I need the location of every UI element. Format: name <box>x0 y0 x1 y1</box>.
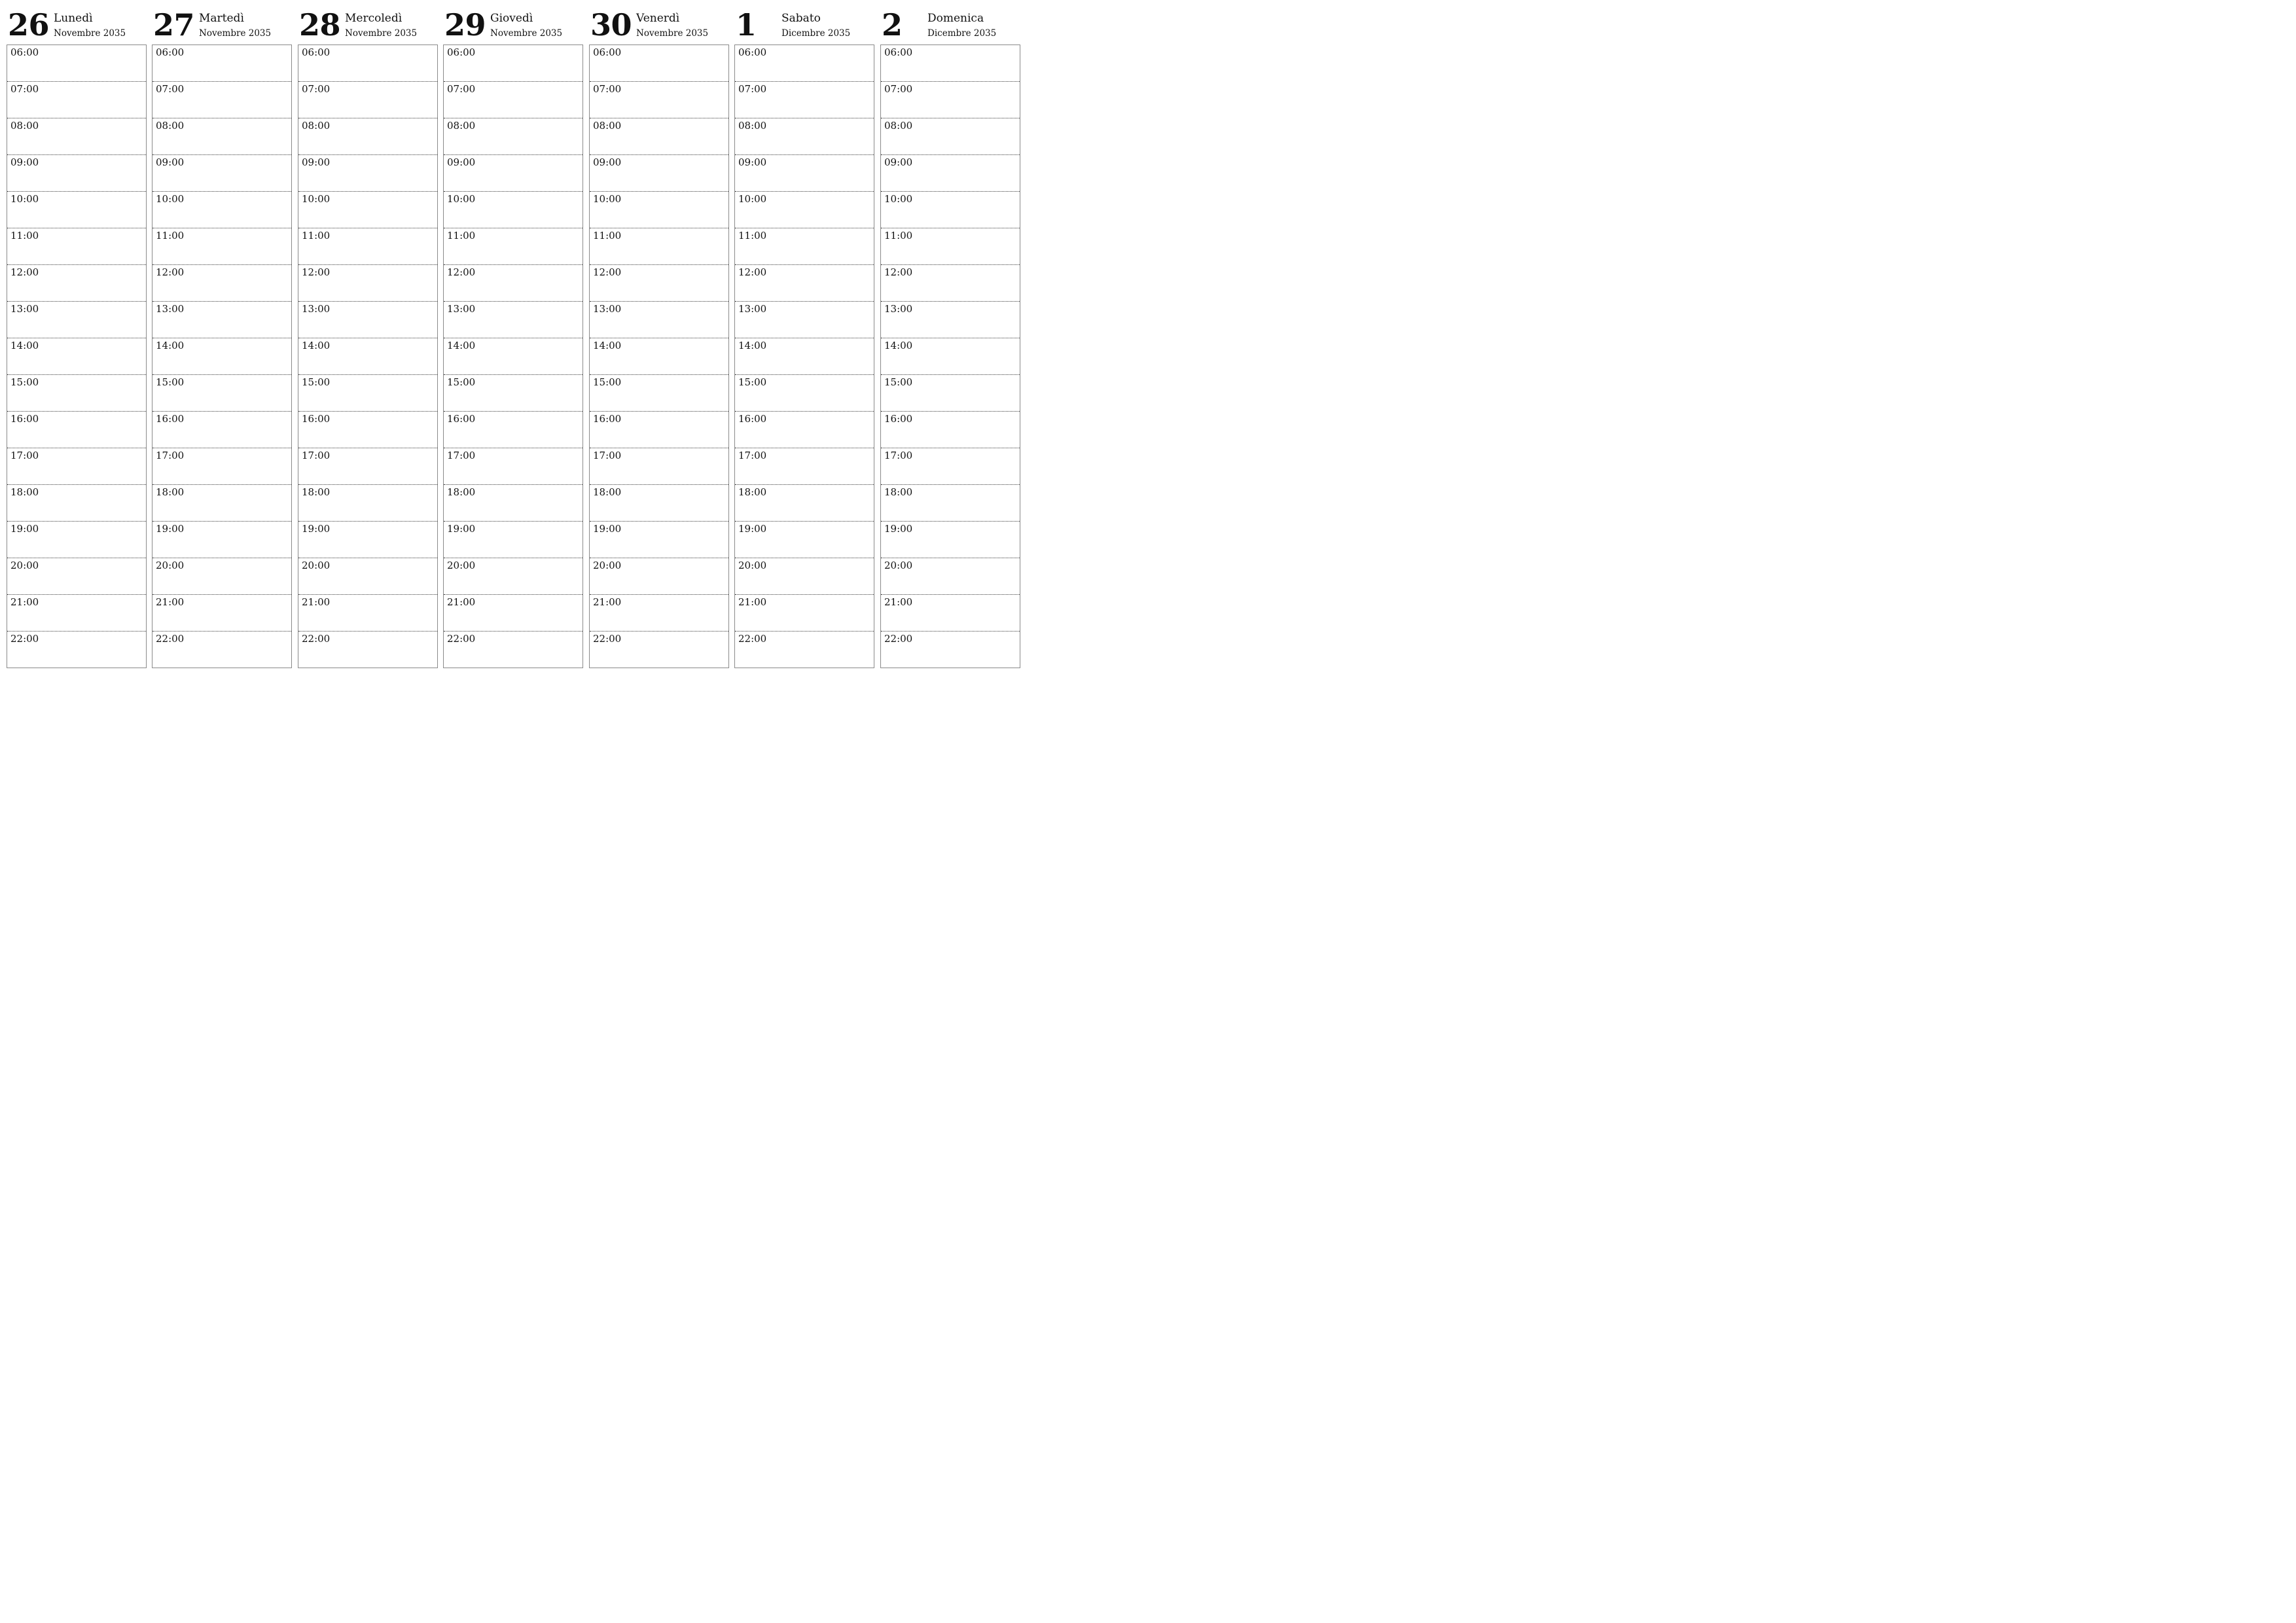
hour-label: 09:00 <box>738 156 767 168</box>
hour-label: 10:00 <box>593 193 622 205</box>
hour-slot <box>152 558 291 595</box>
hour-label: 07:00 <box>884 83 913 95</box>
hour-slot <box>735 448 874 485</box>
hour-label: 19:00 <box>302 523 331 535</box>
hour-label: 07:00 <box>593 83 622 95</box>
hour-slot <box>7 412 146 448</box>
hour-slot <box>152 412 291 448</box>
hour-slot <box>735 485 874 522</box>
hour-slot <box>590 228 728 265</box>
hour-slot <box>152 448 291 485</box>
day-number: 29 <box>444 7 486 43</box>
hour-slot <box>7 45 146 82</box>
hour-slot <box>735 302 874 338</box>
weekday-label: Martedì <box>199 12 244 25</box>
hour-label: 22:00 <box>156 633 185 645</box>
day-schedule <box>298 45 438 668</box>
hour-slot <box>444 375 583 412</box>
hour-label: 06:00 <box>738 46 767 58</box>
hour-slot <box>7 485 146 522</box>
hour-label: 08:00 <box>10 120 39 132</box>
hour-label: 20:00 <box>884 560 913 571</box>
hour-label: 17:00 <box>738 450 767 461</box>
hour-slot <box>590 302 728 338</box>
hour-slot <box>590 632 728 668</box>
hour-label: 12:00 <box>302 266 331 278</box>
hour-slot <box>444 595 583 632</box>
hour-label: 16:00 <box>738 413 767 425</box>
hour-label: 19:00 <box>10 523 39 535</box>
day-number: 28 <box>299 7 341 43</box>
hour-label: 07:00 <box>302 83 331 95</box>
hour-label: 18:00 <box>593 486 622 498</box>
hour-label: 13:00 <box>593 303 622 315</box>
hour-slot <box>7 192 146 228</box>
hour-label: 21:00 <box>156 596 185 608</box>
day-schedule <box>152 45 292 668</box>
hour-label: 14:00 <box>884 340 913 351</box>
hour-label: 13:00 <box>10 303 39 315</box>
hour-slot <box>7 522 146 558</box>
hour-slot <box>444 155 583 192</box>
hour-label: 22:00 <box>884 633 913 645</box>
hour-slot <box>590 192 728 228</box>
hour-slot <box>152 485 291 522</box>
hour-slot <box>444 338 583 375</box>
hour-label: 09:00 <box>447 156 476 168</box>
hour-slot <box>298 302 437 338</box>
hour-label: 13:00 <box>738 303 767 315</box>
hour-label: 14:00 <box>156 340 185 351</box>
hour-label: 17:00 <box>156 450 185 461</box>
hour-label: 14:00 <box>593 340 622 351</box>
hour-label: 12:00 <box>593 266 622 278</box>
hour-slot <box>444 448 583 485</box>
hour-label: 06:00 <box>593 46 622 58</box>
hour-slot <box>152 192 291 228</box>
hour-slot <box>881 155 1020 192</box>
hour-slot <box>152 45 291 82</box>
hour-slot <box>7 302 146 338</box>
hour-label: 13:00 <box>302 303 331 315</box>
hour-label: 15:00 <box>302 376 331 388</box>
hour-slot <box>444 118 583 155</box>
hour-label: 08:00 <box>302 120 331 132</box>
hour-slot <box>735 375 874 412</box>
hour-slot <box>590 82 728 118</box>
hour-slot <box>881 375 1020 412</box>
month-year-label: Novembre 2035 <box>199 28 272 39</box>
hour-label: 06:00 <box>156 46 185 58</box>
hour-label: 16:00 <box>302 413 331 425</box>
month-year-label: Novembre 2035 <box>490 28 563 39</box>
hour-slot <box>298 485 437 522</box>
hour-label: 07:00 <box>738 83 767 95</box>
hour-slot <box>881 412 1020 448</box>
hour-slot <box>298 522 437 558</box>
day-number: 27 <box>153 7 195 43</box>
hour-slot <box>444 632 583 668</box>
hour-slot <box>735 118 874 155</box>
hour-slot <box>7 375 146 412</box>
hour-slot <box>881 82 1020 118</box>
hour-label: 19:00 <box>156 523 185 535</box>
day-schedule <box>880 45 1020 668</box>
weekday-label: Venerdì <box>636 12 680 25</box>
hour-label: 22:00 <box>738 633 767 645</box>
hour-slot <box>298 338 437 375</box>
hour-label: 08:00 <box>738 120 767 132</box>
weekday-label: Lunedì <box>54 12 93 25</box>
hour-label: 17:00 <box>593 450 622 461</box>
hour-label: 21:00 <box>738 596 767 608</box>
hour-label: 16:00 <box>884 413 913 425</box>
hour-label: 18:00 <box>884 486 913 498</box>
hour-slot <box>444 485 583 522</box>
hour-label: 20:00 <box>156 560 185 571</box>
day-number: 2 <box>882 7 903 43</box>
hour-label: 11:00 <box>884 230 913 241</box>
hour-slot <box>7 82 146 118</box>
hour-label: 10:00 <box>302 193 331 205</box>
hour-slot <box>298 265 437 302</box>
hour-label: 15:00 <box>156 376 185 388</box>
hour-slot <box>735 412 874 448</box>
hour-slot <box>298 82 437 118</box>
day-number: 26 <box>8 7 50 43</box>
hour-slot <box>590 45 728 82</box>
hour-label: 21:00 <box>884 596 913 608</box>
weekday-label: Sabato <box>781 12 821 25</box>
hour-slot <box>735 82 874 118</box>
hour-label: 20:00 <box>10 560 39 571</box>
hour-slot <box>881 302 1020 338</box>
hour-label: 07:00 <box>156 83 185 95</box>
hour-slot <box>444 302 583 338</box>
hour-label: 20:00 <box>302 560 331 571</box>
hour-label: 19:00 <box>447 523 476 535</box>
hour-slot <box>590 595 728 632</box>
hour-slot <box>881 595 1020 632</box>
hour-slot <box>590 375 728 412</box>
hour-slot <box>735 192 874 228</box>
hour-label: 08:00 <box>593 120 622 132</box>
hour-slot <box>881 522 1020 558</box>
day-number: 1 <box>736 7 757 43</box>
hour-label: 09:00 <box>156 156 185 168</box>
hour-slot <box>298 155 437 192</box>
hour-label: 16:00 <box>10 413 39 425</box>
hour-slot <box>881 448 1020 485</box>
hour-slot <box>444 45 583 82</box>
hour-slot <box>881 265 1020 302</box>
hour-label: 07:00 <box>447 83 476 95</box>
hour-slot <box>7 448 146 485</box>
day-header <box>880 0 1020 45</box>
hour-label: 10:00 <box>447 193 476 205</box>
hour-slot <box>7 228 146 265</box>
hour-slot <box>298 448 437 485</box>
hour-slot <box>7 155 146 192</box>
hour-label: 19:00 <box>593 523 622 535</box>
month-year-label: Dicembre 2035 <box>927 28 997 39</box>
hour-slot <box>590 412 728 448</box>
day-header <box>443 0 583 45</box>
hour-label: 06:00 <box>447 46 476 58</box>
hour-label: 14:00 <box>447 340 476 351</box>
hour-slot <box>152 522 291 558</box>
hour-label: 09:00 <box>593 156 622 168</box>
hour-label: 06:00 <box>10 46 39 58</box>
hour-slot <box>298 558 437 595</box>
hour-slot <box>152 228 291 265</box>
hour-label: 11:00 <box>156 230 185 241</box>
hour-label: 17:00 <box>302 450 331 461</box>
hour-label: 07:00 <box>10 83 39 95</box>
hour-label: 21:00 <box>302 596 331 608</box>
hour-slot <box>152 155 291 192</box>
hour-label: 18:00 <box>447 486 476 498</box>
hour-slot <box>590 338 728 375</box>
hour-label: 12:00 <box>738 266 767 278</box>
month-year-label: Novembre 2035 <box>54 28 126 39</box>
hour-label: 10:00 <box>738 193 767 205</box>
hour-label: 13:00 <box>884 303 913 315</box>
hour-label: 06:00 <box>302 46 331 58</box>
hour-slot <box>152 595 291 632</box>
hour-slot <box>735 558 874 595</box>
hour-slot <box>735 155 874 192</box>
hour-label: 10:00 <box>156 193 185 205</box>
hour-label: 20:00 <box>593 560 622 571</box>
day-header <box>7 0 147 45</box>
hour-slot <box>298 632 437 668</box>
day-header <box>734 0 874 45</box>
hour-label: 21:00 <box>10 596 39 608</box>
hour-label: 10:00 <box>884 193 913 205</box>
hour-label: 10:00 <box>10 193 39 205</box>
hour-slot <box>298 375 437 412</box>
hour-slot <box>152 302 291 338</box>
hour-label: 19:00 <box>738 523 767 535</box>
hour-label: 12:00 <box>447 266 476 278</box>
hour-slot <box>881 632 1020 668</box>
hour-slot <box>152 118 291 155</box>
hour-slot <box>881 485 1020 522</box>
hour-label: 09:00 <box>884 156 913 168</box>
hour-label: 17:00 <box>10 450 39 461</box>
hour-label: 21:00 <box>447 596 476 608</box>
hour-slot <box>152 632 291 668</box>
hour-slot <box>152 338 291 375</box>
hour-label: 06:00 <box>884 46 913 58</box>
hour-label: 11:00 <box>10 230 39 241</box>
hour-label: 14:00 <box>302 340 331 351</box>
month-year-label: Dicembre 2035 <box>781 28 851 39</box>
hour-label: 17:00 <box>447 450 476 461</box>
hour-slot <box>590 265 728 302</box>
hour-slot <box>590 118 728 155</box>
hour-slot <box>298 412 437 448</box>
day-schedule <box>589 45 729 668</box>
hour-label: 16:00 <box>156 413 185 425</box>
hour-slot <box>735 338 874 375</box>
hour-label: 22:00 <box>593 633 622 645</box>
hour-slot <box>298 595 437 632</box>
hour-slot <box>881 45 1020 82</box>
hour-label: 12:00 <box>884 266 913 278</box>
day-header <box>298 0 438 45</box>
hour-label: 11:00 <box>302 230 331 241</box>
day-schedule <box>734 45 874 668</box>
hour-slot <box>735 228 874 265</box>
hour-label: 09:00 <box>302 156 331 168</box>
hour-label: 18:00 <box>738 486 767 498</box>
hour-slot <box>444 82 583 118</box>
hour-slot <box>735 522 874 558</box>
day-schedule <box>443 45 583 668</box>
hour-label: 12:00 <box>156 266 185 278</box>
hour-slot <box>152 82 291 118</box>
hour-slot <box>444 522 583 558</box>
hour-slot <box>444 265 583 302</box>
hour-slot <box>881 192 1020 228</box>
hour-label: 15:00 <box>884 376 913 388</box>
hour-label: 20:00 <box>447 560 476 571</box>
hour-label: 13:00 <box>447 303 476 315</box>
hour-label: 18:00 <box>10 486 39 498</box>
weekday-label: Mercoledì <box>345 12 403 25</box>
hour-label: 21:00 <box>593 596 622 608</box>
hour-slot <box>590 558 728 595</box>
hour-label: 15:00 <box>738 376 767 388</box>
hour-slot <box>735 265 874 302</box>
hour-slot <box>7 595 146 632</box>
hour-slot <box>735 632 874 668</box>
hour-slot <box>444 412 583 448</box>
hour-label: 09:00 <box>10 156 39 168</box>
hour-slot <box>152 375 291 412</box>
month-year-label: Novembre 2035 <box>636 28 709 39</box>
hour-label: 18:00 <box>302 486 331 498</box>
hour-label: 22:00 <box>302 633 331 645</box>
hour-slot <box>298 118 437 155</box>
hour-label: 14:00 <box>10 340 39 351</box>
hour-label: 15:00 <box>447 376 476 388</box>
hour-slot <box>590 155 728 192</box>
day-header <box>152 0 292 45</box>
hour-label: 11:00 <box>593 230 622 241</box>
hour-slot <box>444 228 583 265</box>
day-number: 30 <box>590 7 632 43</box>
hour-label: 08:00 <box>884 120 913 132</box>
weekday-label: Giovedì <box>490 12 533 25</box>
hour-label: 17:00 <box>884 450 913 461</box>
hour-slot <box>881 338 1020 375</box>
hour-slot <box>298 192 437 228</box>
hour-label: 15:00 <box>593 376 622 388</box>
hour-label: 11:00 <box>738 230 767 241</box>
hour-slot <box>298 228 437 265</box>
weekday-label: Domenica <box>927 12 984 25</box>
hour-label: 16:00 <box>593 413 622 425</box>
hour-slot <box>881 228 1020 265</box>
hour-slot <box>7 265 146 302</box>
hour-label: 11:00 <box>447 230 476 241</box>
hour-slot <box>735 45 874 82</box>
hour-label: 13:00 <box>156 303 185 315</box>
hour-slot <box>444 192 583 228</box>
hour-label: 14:00 <box>738 340 767 351</box>
day-schedule <box>7 45 147 668</box>
hour-slot <box>881 558 1020 595</box>
hour-slot <box>7 632 146 668</box>
hour-label: 22:00 <box>10 633 39 645</box>
hour-slot <box>881 118 1020 155</box>
hour-label: 08:00 <box>156 120 185 132</box>
hour-label: 20:00 <box>738 560 767 571</box>
hour-slot <box>590 485 728 522</box>
hour-label: 15:00 <box>10 376 39 388</box>
month-year-label: Novembre 2035 <box>345 28 418 39</box>
hour-slot <box>298 45 437 82</box>
hour-label: 19:00 <box>884 523 913 535</box>
day-header <box>589 0 729 45</box>
hour-slot <box>152 265 291 302</box>
week-planner <box>0 0 1026 726</box>
hour-slot <box>735 595 874 632</box>
hour-slot <box>7 338 146 375</box>
hour-slot <box>444 558 583 595</box>
hour-slot <box>590 448 728 485</box>
hour-label: 08:00 <box>447 120 476 132</box>
hour-label: 16:00 <box>447 413 476 425</box>
hour-label: 18:00 <box>156 486 185 498</box>
hour-label: 12:00 <box>10 266 39 278</box>
hour-label: 22:00 <box>447 633 476 645</box>
hour-slot <box>7 118 146 155</box>
hour-slot <box>7 558 146 595</box>
hour-slot <box>590 522 728 558</box>
